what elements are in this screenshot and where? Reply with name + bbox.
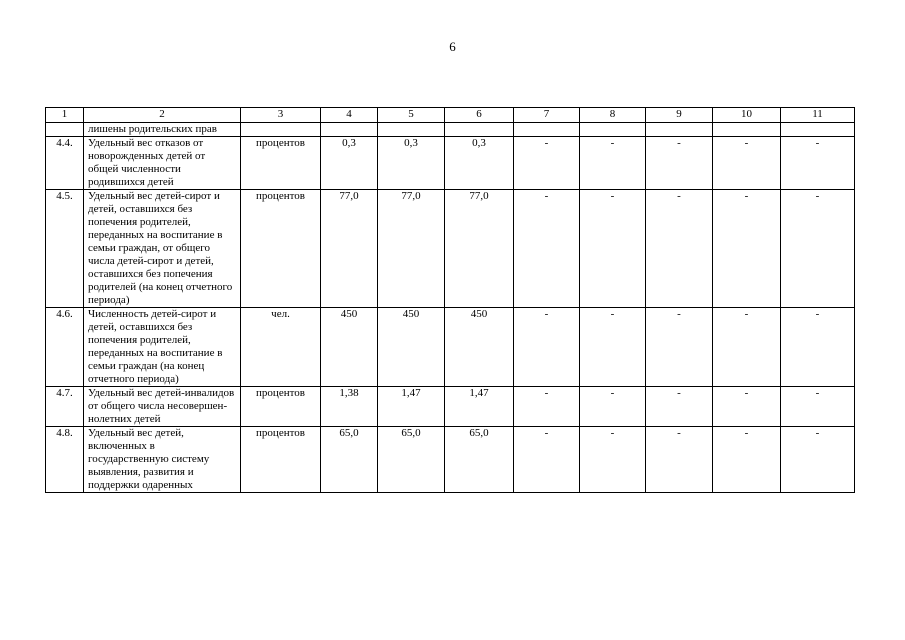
- value-col-11: -: [781, 427, 855, 493]
- value-col-5: 77,0: [378, 190, 445, 308]
- value-col-6: [445, 123, 514, 137]
- value-col-4: 1,38: [321, 387, 378, 427]
- unit: процентов: [241, 190, 321, 308]
- value-col-6: 450: [445, 308, 514, 387]
- value-col-8: -: [580, 387, 646, 427]
- value-col-6: 77,0: [445, 190, 514, 308]
- table-row: [46, 308, 855, 387]
- value-col-6: 1,47: [445, 387, 514, 427]
- row-number: 4.6.: [46, 308, 84, 387]
- indicators-table: [45, 107, 855, 493]
- value-col-4: 65,0: [321, 427, 378, 493]
- value-col-11: [781, 123, 855, 137]
- column-header: 8: [580, 108, 646, 123]
- table-row: [46, 137, 855, 190]
- table-row: [46, 427, 855, 493]
- value-col-8: -: [580, 137, 646, 190]
- value-col-7: -: [514, 387, 580, 427]
- value-col-10: -: [713, 427, 781, 493]
- value-col-6: 0,3: [445, 137, 514, 190]
- column-header: 7: [514, 108, 580, 123]
- value-col-11: -: [781, 387, 855, 427]
- row-number: 4.7.: [46, 387, 84, 427]
- value-col-11: -: [781, 137, 855, 190]
- value-col-11: -: [781, 190, 855, 308]
- value-col-9: -: [646, 387, 713, 427]
- indicator-name: Удельный вес отказов от новорожденных детей от общей численности родившихся детей: [84, 137, 241, 190]
- page-number: 6: [449, 39, 456, 54]
- row-number: 4.4.: [46, 137, 84, 190]
- value-col-7: -: [514, 308, 580, 387]
- value-col-8: -: [580, 190, 646, 308]
- value-col-6: 65,0: [445, 427, 514, 493]
- value-col-10: -: [713, 137, 781, 190]
- value-col-5: 450: [378, 308, 445, 387]
- unit: чел.: [241, 308, 321, 387]
- value-col-8: [580, 123, 646, 137]
- value-col-7: -: [514, 427, 580, 493]
- row-number: 4.8.: [46, 427, 84, 493]
- value-col-9: -: [646, 137, 713, 190]
- unit: процентов: [241, 137, 321, 190]
- value-col-9: -: [646, 427, 713, 493]
- column-header: 4: [321, 108, 378, 123]
- indicator-name: Удельный вес детей-инвалидов от общего числа несовершен-нолетних детей: [84, 387, 241, 427]
- value-col-7: -: [514, 137, 580, 190]
- table-row: [46, 190, 855, 308]
- column-header: 1: [46, 108, 84, 123]
- indicator-name: Удельный вес детей, включенных в государственную систему выявления, развития и поддержки одаренных: [84, 427, 241, 493]
- column-header: 5: [378, 108, 445, 123]
- table-row: [46, 387, 855, 427]
- value-col-10: [713, 123, 781, 137]
- value-col-5: 0,3: [378, 137, 445, 190]
- indicator-name: лишены родительских прав: [84, 123, 241, 137]
- unit: процентов: [241, 427, 321, 493]
- value-col-4: [321, 123, 378, 137]
- column-header: 2: [84, 108, 241, 123]
- row-number: [46, 123, 84, 137]
- column-header: 10: [713, 108, 781, 123]
- unit: процентов: [241, 387, 321, 427]
- value-col-10: -: [713, 387, 781, 427]
- indicator-name: Удельный вес детей-сирот и детей, оставшихся без попечения родителей, переданных на воспитание в семьи граждан, от общего числа детей-сирот и детей, оставшихся без попечения родителей (на конец отчетного периода): [84, 190, 241, 308]
- value-col-5: 65,0: [378, 427, 445, 493]
- column-header: 3: [241, 108, 321, 123]
- value-col-5: 1,47: [378, 387, 445, 427]
- value-col-8: -: [580, 308, 646, 387]
- value-col-10: -: [713, 308, 781, 387]
- value-col-4: 0,3: [321, 137, 378, 190]
- value-col-7: -: [514, 190, 580, 308]
- column-header: 9: [646, 108, 713, 123]
- value-col-9: -: [646, 190, 713, 308]
- value-col-7: [514, 123, 580, 137]
- value-col-5: [378, 123, 445, 137]
- indicator-name: Численность детей-сирот и детей, оставшихся без попечения родителей, переданных на воспитание в семьи граждан (на конец отчетного периода): [84, 308, 241, 387]
- column-number-row: [46, 108, 855, 123]
- column-header: 11: [781, 108, 855, 123]
- value-col-4: 450: [321, 308, 378, 387]
- column-header: 6: [445, 108, 514, 123]
- value-col-9: [646, 123, 713, 137]
- value-col-10: -: [713, 190, 781, 308]
- value-col-11: -: [781, 308, 855, 387]
- value-col-8: -: [580, 427, 646, 493]
- value-col-4: 77,0: [321, 190, 378, 308]
- table-row: [46, 123, 855, 137]
- row-number: 4.5.: [46, 190, 84, 308]
- value-col-9: -: [646, 308, 713, 387]
- unit: [241, 123, 321, 137]
